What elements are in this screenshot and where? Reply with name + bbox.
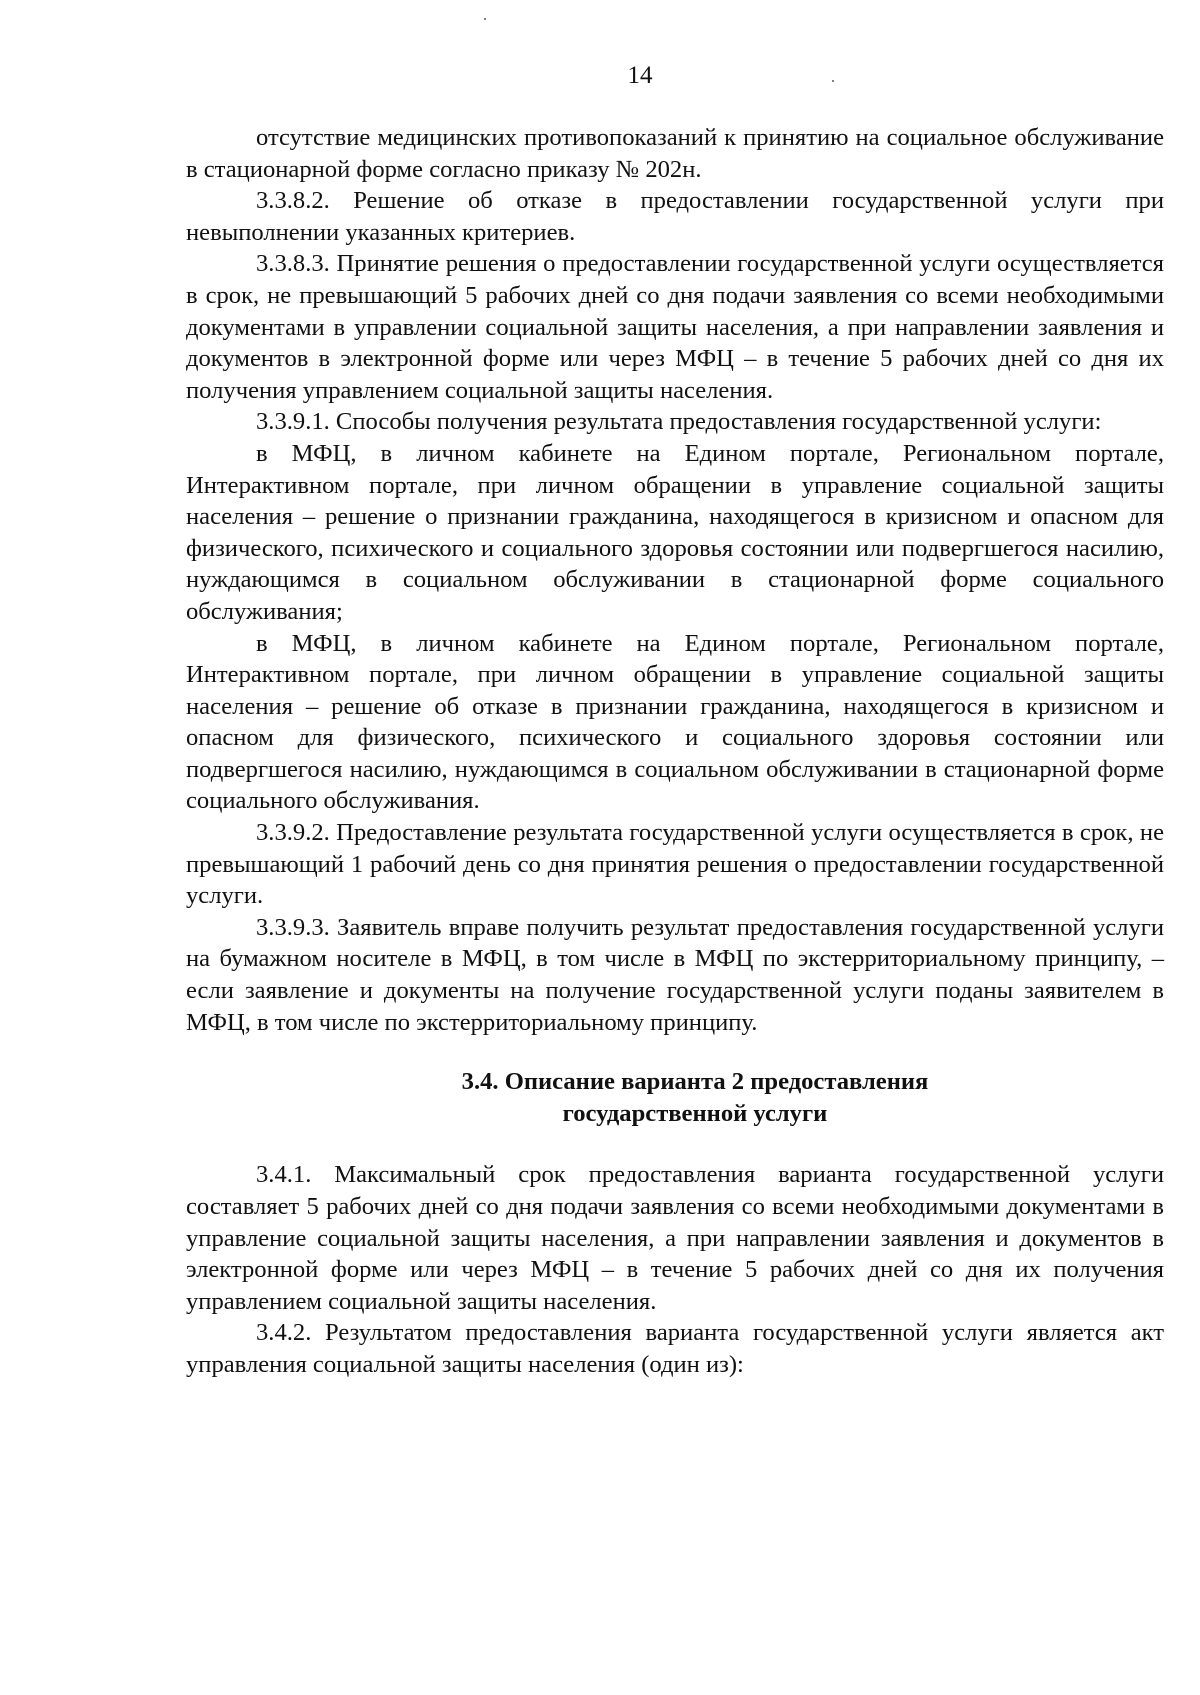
section-heading-line: государственной услуги [562, 1099, 828, 1127]
paragraph: отсутствие медицинских противопоказаний к принятию на социальное обслуживание в стационарной форме согласно приказу № 202н. [186, 124, 1164, 183]
paragraph: в МФЦ, в личном кабинете на Едином портале, Региональном портале, Интерактивном портале, при личном обращении в управление социальной защиты населения – решение о признании гражданина, находящегося в кризисном и опасном для физического, психического и социального здоровья состоянии или подвергшегося насилию, нуждающимся в социальном обслуживании в стационарной форме социального обслуживания; [186, 439, 1164, 625]
paragraph: в МФЦ, в личном кабинете на Едином портале, Региональном портале, Интерактивном портале, при личном обращении в управление социальной защиты населения – решение об отказе в признании гражданина, находящегося в кризисном и опасном для физического, психического и социального здоровья состоянии или подвергшегося насилию, нуждающимся в социальном обслуживании в стационарной форме социального обслуживания. [186, 629, 1164, 815]
paragraph: 3.3.9.2. Предоставление результата государственной услуги осуществляется в срок, не превышающий 1 рабочий день со дня принятия решения о предоставлении государственной услуги. [186, 819, 1164, 910]
paragraph: 3.3.9.1. Способы получения результата предоставления государственной услуги: [256, 408, 1102, 436]
section-heading [186, 1066, 1164, 1129]
document-body [186, 122, 1164, 1381]
spacer [186, 1129, 1164, 1159]
scan-speck [484, 18, 486, 20]
paragraph: 3.3.8.3. Принятие решения о предоставлении государственной услуги осуществляется в срок, не превышающий 5 рабочих дней со дня подачи заявления со всеми необходимыми документами в управлении социальной защиты населения, а при направлении заявления и документов в электронной форме или через МФЦ – в течение 5 рабочих дней со дня их получения управлением социальной защиты населения. [186, 250, 1164, 404]
section-heading-line: 3.4. Описание варианта 2 предоставления [461, 1068, 929, 1096]
paragraph: 3.3.8.2. Решение об отказе в предоставлении государственной услуги при невыполнении указанных критериев. [186, 187, 1164, 246]
paragraph: 3.4.1. Максимальный срок предоставления варианта государственной услуги составляет 5 рабочих дней со дня подачи заявления со всеми необходимыми документами в управление социальной защиты населения, а при направлении заявления и документов в электронной форме или через МФЦ – в течение 5 рабочих дней со дня их получения управлением социальной защиты населения. [186, 1161, 1164, 1315]
paragraph: 3.4.2. Результатом предоставления варианта государственной услуги является акт управления социальной защиты населения (один из): [186, 1319, 1164, 1378]
paragraph: 3.3.9.3. Заявитель вправе получить результат предоставления государственной услуги на бумажном носителе в МФЦ, в том числе в МФЦ по экстерриториальному принципу, – если заявление и документы на получение государственной услуги поданы заявителем в МФЦ, в том числе по экстерриториальному принципу. [186, 913, 1164, 1036]
page-number: 14 [627, 62, 653, 89]
